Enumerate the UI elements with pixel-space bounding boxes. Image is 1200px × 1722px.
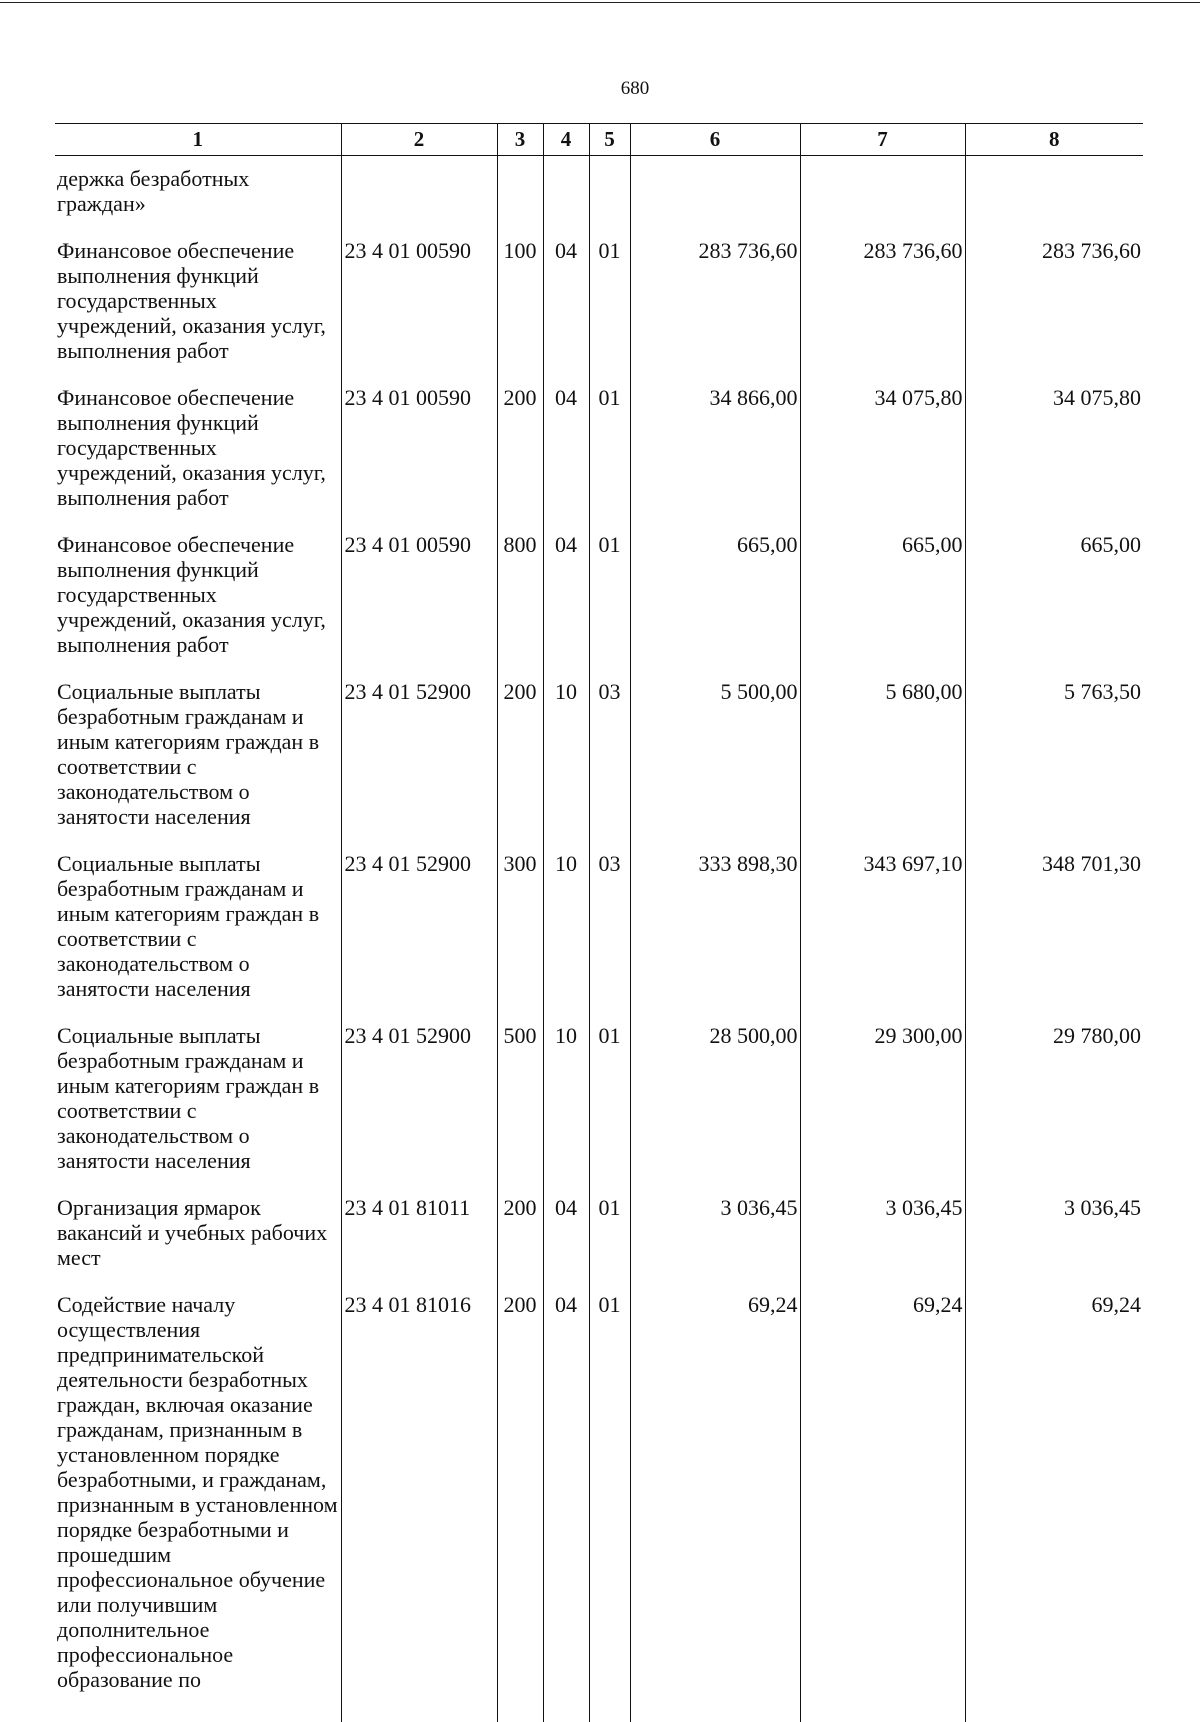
column-header-3: 3 [497, 124, 543, 156]
row-value-8: 29 780,00 [965, 1023, 1143, 1195]
row-col4: 10 [543, 1023, 589, 1195]
row-value-6: 5 500,00 [630, 679, 800, 851]
row-value-8: 34 075,80 [965, 385, 1143, 532]
row-col3: 200 [497, 385, 543, 532]
row-col5 [589, 156, 630, 239]
row-name: Социальные выплаты безработным гражданам и иным категориям граждан в соответствии с законодательством о занятости населения [55, 679, 341, 851]
row-value-6: 283 736,60 [630, 238, 800, 385]
row-name: Финансовое обеспечение выполнения функций государственных учреждений, оказания услуг, выполнения работ [55, 532, 341, 679]
row-value-7: 665,00 [800, 532, 965, 679]
column-header-6: 6 [630, 124, 800, 156]
row-value-6: 3 036,45 [630, 1195, 800, 1292]
row-code: 23 4 01 52900 [341, 851, 497, 1023]
header-row [55, 124, 1143, 156]
table-row [55, 385, 1143, 532]
table-row [55, 532, 1143, 679]
column-header-2: 2 [341, 124, 497, 156]
row-code: 23 4 01 52900 [341, 1023, 497, 1195]
row-col4: 04 [543, 238, 589, 385]
row-col5: 01 [589, 1292, 630, 1722]
table-row [55, 1195, 1143, 1292]
row-code: 23 4 01 00590 [341, 238, 497, 385]
row-value-7: 283 736,60 [800, 238, 965, 385]
row-col5: 01 [589, 1195, 630, 1292]
table-row [55, 156, 1143, 239]
row-value-6 [630, 156, 800, 239]
row-col5: 01 [589, 1023, 630, 1195]
row-value-6: 69,24 [630, 1292, 800, 1722]
row-name: держка безработных граждан» [55, 156, 341, 239]
row-col5: 01 [589, 385, 630, 532]
table-header [55, 124, 1143, 156]
row-col3: 200 [497, 679, 543, 851]
column-header-1: 1 [55, 124, 341, 156]
row-name: Содействие началу осуществления предпринимательской деятельности безработных граждан, включая оказание гражданам, признанным в установленном порядке безработными, и гражданам, признанным в установленном порядке безработными и прошедшим профессиональное обучение или получившим дополнительное профессиональное образование по [55, 1292, 341, 1722]
row-col3: 300 [497, 851, 543, 1023]
row-value-7: 3 036,45 [800, 1195, 965, 1292]
table-row [55, 238, 1143, 385]
row-value-8: 348 701,30 [965, 851, 1143, 1023]
table-row [55, 1292, 1143, 1722]
row-col3: 200 [497, 1195, 543, 1292]
table-body [55, 156, 1143, 1722]
row-value-7 [800, 156, 965, 239]
row-col5: 01 [589, 238, 630, 385]
column-header-4: 4 [543, 124, 589, 156]
table-row [55, 851, 1143, 1023]
row-col5: 03 [589, 851, 630, 1023]
row-col4: 10 [543, 851, 589, 1023]
row-code [341, 156, 497, 239]
row-value-7: 343 697,10 [800, 851, 965, 1023]
table-row [55, 1023, 1143, 1195]
row-value-7: 34 075,80 [800, 385, 965, 532]
table-row [55, 679, 1143, 851]
column-header-5: 5 [589, 124, 630, 156]
row-name: Социальные выплаты безработным гражданам и иным категориям граждан в соответствии с законодательством о занятости населения [55, 851, 341, 1023]
row-col4: 04 [543, 1195, 589, 1292]
row-col4 [543, 156, 589, 239]
row-name: Организация ярмарок вакансий и учебных рабочих мест [55, 1195, 341, 1292]
row-value-6: 333 898,30 [630, 851, 800, 1023]
row-name: Финансовое обеспечение выполнения функций государственных учреждений, оказания услуг, выполнения работ [55, 385, 341, 532]
row-code: 23 4 01 52900 [341, 679, 497, 851]
row-value-8: 3 036,45 [965, 1195, 1143, 1292]
row-value-7: 29 300,00 [800, 1023, 965, 1195]
row-value-6: 34 866,00 [630, 385, 800, 532]
budget-table [55, 123, 1143, 1722]
row-value-8 [965, 156, 1143, 239]
row-value-8: 283 736,60 [965, 238, 1143, 385]
row-code: 23 4 01 00590 [341, 385, 497, 532]
row-value-8: 69,24 [965, 1292, 1143, 1722]
row-col4: 04 [543, 532, 589, 679]
row-value-8: 665,00 [965, 532, 1143, 679]
row-code: 23 4 01 81016 [341, 1292, 497, 1722]
row-code: 23 4 01 81011 [341, 1195, 497, 1292]
row-name: Финансовое обеспечение выполнения функций государственных учреждений, оказания услуг, выполнения работ [55, 238, 341, 385]
row-col5: 01 [589, 532, 630, 679]
row-col3: 500 [497, 1023, 543, 1195]
row-value-6: 665,00 [630, 532, 800, 679]
row-col4: 04 [543, 1292, 589, 1722]
column-header-7: 7 [800, 124, 965, 156]
row-code: 23 4 01 00590 [341, 532, 497, 679]
page-top-rule [0, 2, 1200, 3]
row-col5: 03 [589, 679, 630, 851]
row-value-8: 5 763,50 [965, 679, 1143, 851]
row-col3: 200 [497, 1292, 543, 1722]
row-value-6: 28 500,00 [630, 1023, 800, 1195]
row-name: Социальные выплаты безработным гражданам и иным категориям граждан в соответствии с законодательством о занятости населения [55, 1023, 341, 1195]
row-value-7: 5 680,00 [800, 679, 965, 851]
row-col4: 04 [543, 385, 589, 532]
row-col4: 10 [543, 679, 589, 851]
column-header-8: 8 [965, 124, 1143, 156]
row-col3: 800 [497, 532, 543, 679]
page-number: 680 [0, 78, 1200, 100]
row-col3 [497, 156, 543, 239]
row-col3: 100 [497, 238, 543, 385]
row-value-7: 69,24 [800, 1292, 965, 1722]
